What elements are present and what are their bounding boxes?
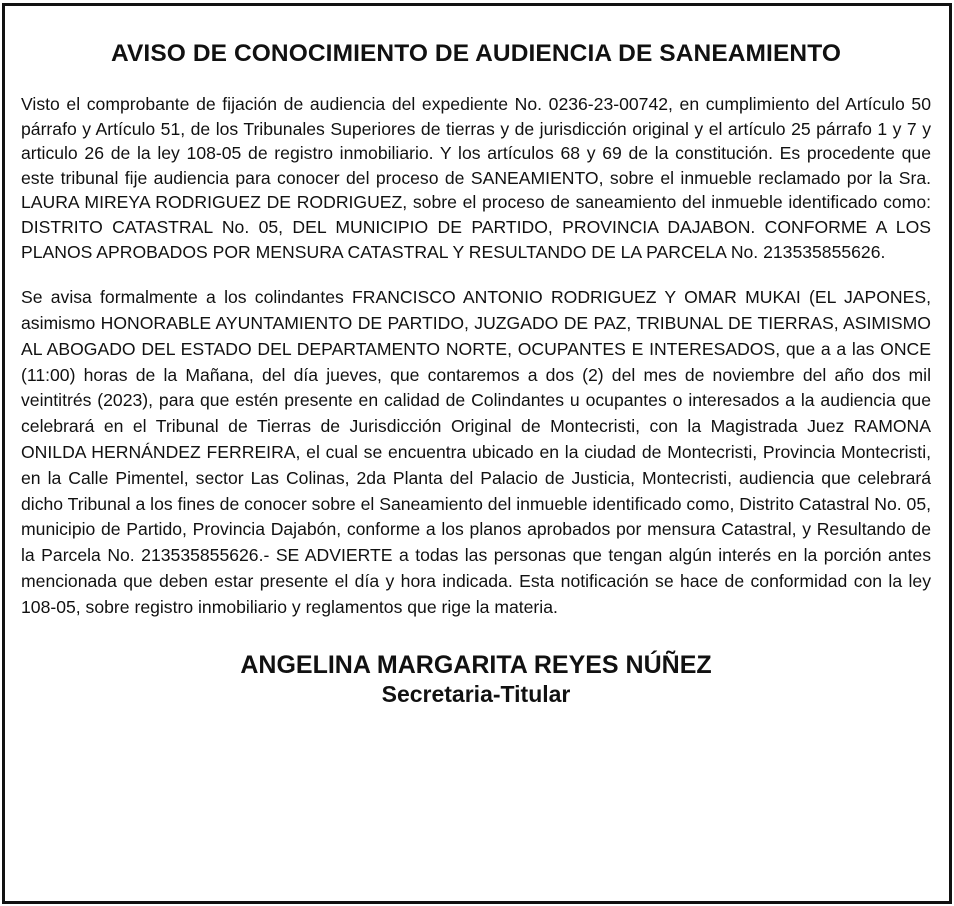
signatory-name: ANGELINA MARGARITA REYES NÚÑEZ xyxy=(240,650,712,679)
notice-paragraph-2: Se avisa formalmente a los colindantes FRANCISCO ANTONIO RODRIGUEZ Y OMAR MUKAI (EL JAPONES, asimismo HONORABLE AYUNTAMIENTO DE PARTIDO, JUZGADO DE PAZ, TRIBUNAL DE TIERRAS, ASIMISMO AL ABOGADO DEL ESTADO DEL DEPARTAMENTO NORTE, OCUPANTES E INTERESADOS, que a a las ONCE (11:00) horas de la Mañana, del día jueves, que contaremos a dos (2) del mes de noviembre del año dos mil veintitrés (2023), para que estén presente en calidad de Colindantes u ocupantes o interesados a la audiencia que celebrará en el Tribunal de Tierras de Jurisdicción Original de Montecristi, con la Magistrada Juez RAMONA ONILDA HERNÁNDEZ FERREIRA, el cual se encuentra ubicado en la ciudad de Montecristi, Provincia Montecristi, en la Calle Pimentel, sector Las Colinas, 2da Planta del Palacio de Justicia, Montecristi, audiencia que celebrará dicho Tribunal a los fines de conocer sobre el Saneamiento del inmueble identificado como, Distrito Catastral No. 05, municipio de Partido, Provincia Dajabón, conforme a los planos aprobados por mensura Catastral, y Resultando de la Parcela No. 213535855626.- SE ADVIERTE a todas las personas que tengan algún interés en la porción antes mencionada que deben estar presente el día y hora indicada. Esta notificación se hace de conformidad con la ley 108-05, sobre registro inmobiliario y reglamentos que rige la materia. xyxy=(21,287,931,617)
notice-title: AVISO DE CONOCIMIENTO DE AUDIENCIA DE SANEAMIENTO xyxy=(111,40,841,67)
notice-paragraph-1: Visto el comprobante de fijación de audiencia del expediente No. 0236-23-00742, en cumplimiento del Artículo 50 párrafo y Artículo 51, de los Tribunales Superiores de tierras y de jurisdicción original y el artículo 25 párrafo 1 y 7 y articulo 26 de la ley 108-05 de registro inmobiliario. Y los artículos 68 y 69 de la constitución. Es procedente que este tribunal fije audiencia para conocer del proceso de SANEAMIENTO, sobre el inmueble reclamado por la Sra. LAURA MIREYA RODRIGUEZ DE RODRIGUEZ, sobre el proceso de saneamiento del inmueble identificado como: DISTRITO CATASTRAL No. 05, DEL MUNICIPIO DE PARTIDO, PROVINCIA DAJABON. CONFORME A LOS PLANOS APROBADOS POR MENSURA CATASTRAL Y RESULTANDO DE LA PARCELA No. 213535855626. xyxy=(21,94,931,262)
signature-block xyxy=(21,651,931,708)
notice-content xyxy=(21,6,931,708)
signatory-role: Secretaria-Titular xyxy=(381,680,571,707)
notice-border-frame xyxy=(2,3,952,904)
